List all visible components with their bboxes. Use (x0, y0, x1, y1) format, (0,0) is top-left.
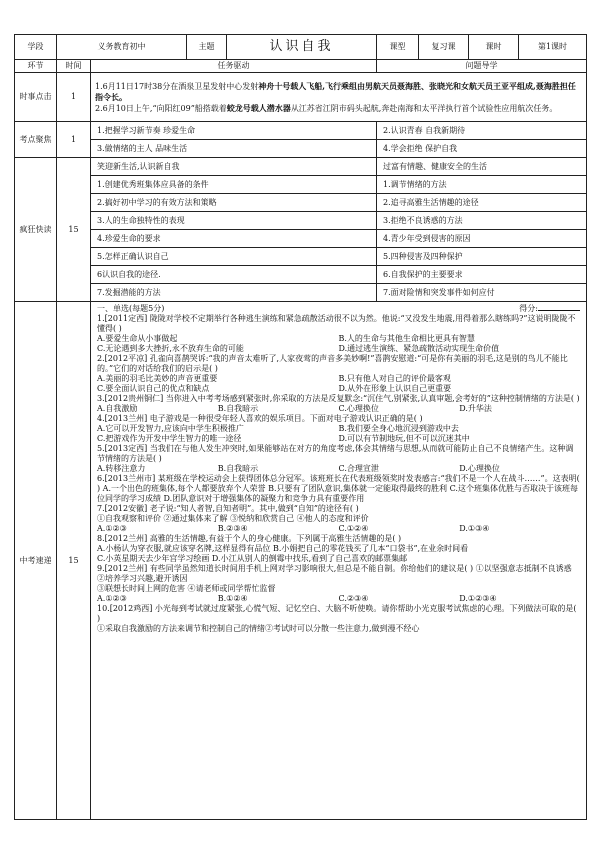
topic-label: 主题 (187, 35, 227, 60)
question-5: 5.[2013定西] 当我们在与他人发生冲突时,如果能够站在对方的角度考虑,体会其情绪与思想,从而就可能防止自己不良情绪产生。这种调节情绪的方法是( ) (97, 444, 574, 463)
read-title-row (15, 158, 587, 176)
question-3: 3.[2012贵州铜仁] 当你进入中考考场感到紧张时,你采取的方法是反复默念:“沉住气,别紧张,认真审题,会考好的”这种控制情绪的方法是( ) (97, 394, 580, 403)
question-options (97, 594, 580, 604)
question-7-statements: ①自我观察和评价 ②通过集体来了解 ③悦纳和欣赏自己 ④他人的态度和评价 (97, 514, 369, 523)
option: B.①②④ (217, 594, 248, 603)
read-col1-item: 3.人的生命独特性的表现 (91, 212, 377, 230)
option: B.人的生命与其他生命相比更具有智慧 (338, 334, 475, 343)
option: A.要爱生命从小事做起 (97, 334, 178, 343)
question-options (97, 384, 580, 394)
read-col1-item: 7.发掘潜能的方法 (91, 284, 377, 302)
question-options (97, 374, 580, 384)
question-7: 7.[2012安徽] 老子说:“知人者智,自知者明”。其中,做到“自知”的途径有( ) (97, 504, 359, 513)
option: C.要全面认识自己的优点和缺点 (97, 384, 210, 393)
option: A.①②③ (97, 594, 127, 603)
read-row (15, 248, 587, 266)
read-col2-item: 7.面对险情和突发事件如何应付 (377, 284, 587, 302)
question-8-options-line: C.小英星期天去少年宫学习绘画 D.小江从别人的倒霉中找乐,看到了自己喜欢的邮票集邮 (97, 554, 408, 563)
period-value: 第1课时 (519, 35, 587, 60)
option: D.①②③④ (459, 594, 497, 603)
read-row (15, 284, 587, 302)
question-9-statements: ③联想长时间上网的危害 ④请老师或同学帮忙监督 (97, 584, 276, 593)
option: C.心理换位 (338, 404, 379, 413)
question-options (97, 344, 580, 354)
option: D.心理换位 (459, 464, 500, 473)
option: C.合理宣泄 (338, 464, 379, 473)
option: D.①③④ (459, 524, 490, 533)
read-row (15, 230, 587, 248)
read-col2-item: 3.拒绝不良诱惑的方法 (377, 212, 587, 230)
read-row (15, 194, 587, 212)
question-2: 2.[2012平凉] 孔雀向喜鹊哭诉:“我的声音太难听了,人家夜莺的声音多美妙啊!”喜鹊安慰道:“可是你有美丽的羽毛,这是别的鸟儿不能比的。”它们的对话给我们的启示是( ) (97, 354, 568, 373)
focus-item: 4.学会拒绝 保护自我 (377, 140, 587, 158)
read-col2-item: 6.自我保护的主要要求 (377, 266, 587, 284)
read-col1-item: 1.创建优秀班集体应具备的条件 (91, 176, 377, 194)
question-4: 4.[2013兰州] 电子游戏是一种很受年轻人喜欢的娱乐项目。下面对电子游戏认识正确的是( ) (97, 414, 423, 423)
option: D.升华法 (459, 404, 492, 413)
exam-section-line (97, 304, 580, 314)
option: A.转移注意力 (97, 464, 146, 473)
option: C.①②④ (338, 524, 369, 533)
question-options (97, 424, 580, 434)
option: C.无论遇到多大挫折,永不放弃生命的可能 (97, 344, 244, 353)
question-1: 1.[2011定西] 陇陇对学校不定期举行各种逃生演练和紧急疏散活动很不以为然。他说:“又没发生地震,用得着那么瞎练吗?”这说明陇陇不懂得( ) (97, 314, 576, 333)
type-value: 复习课 (419, 35, 469, 60)
read-col1-item: 2.搞好初中学习的有效方法和策略 (91, 194, 377, 212)
lesson-plan-sheet (14, 34, 586, 839)
focus-row-2 (15, 140, 587, 158)
read-time: 15 (57, 158, 91, 302)
read-col1-item: 6认识自我的途径. (91, 266, 377, 284)
read-col2-item: 1.调节情绪的方法 (377, 176, 587, 194)
option: A.它可以开发智力,应该向中学生积极推广 (97, 424, 244, 433)
question-10-statements: ①采取自我激励的方法来调节和控制自己的情绪②考试时可以分散一些注意力,做到漫不经心 (97, 624, 420, 633)
option: D.从外在形象上认识自己更重要 (338, 384, 452, 393)
header-row (15, 35, 587, 60)
exam-time: 15 (57, 302, 91, 820)
option: B.②③④ (217, 524, 248, 533)
type-label: 课型 (377, 35, 419, 60)
period-label: 课时 (469, 35, 519, 60)
read-col2-item: 5.四种侵害及四种保护 (377, 248, 587, 266)
topic-value: 认识自我 (227, 35, 377, 60)
news-item2-bold: 蛟龙号载人潜水器 (226, 102, 291, 113)
stage-label: 学段 (15, 35, 57, 60)
stage-value: 义务教育初中 (57, 35, 187, 60)
news-time: 1 (57, 73, 91, 122)
news-item1-pre: 1.6月11日17时38分在酒泉卫星发射中心发射 (95, 81, 259, 91)
focus-label: 考点聚焦 (15, 122, 57, 158)
option: A.①②③ (97, 524, 127, 533)
question-6: 6.[2013兰州市] 某班级在学校运动会上获得团体总分冠军。该班班长在代表班级领奖时发表感言:“我们不是一个人在战斗……”。这表明( ) A.一个出色的班集体,每个人都要放弃个人荣誉 B.只要有了团队意识,集体就一定能取得最终的胜利 C.这个班集体优胜与否取决于该班每位同学的学习成绩 D.团队意识对于增强集体的凝聚力和竞争力具有重要作用 (97, 474, 580, 503)
read-col1-item: 5.怎样正确认识自己 (91, 248, 377, 266)
option: B.自我暗示 (217, 404, 259, 413)
exam-content (91, 302, 587, 820)
segment-header: 环节 (15, 60, 57, 73)
read-row (15, 266, 587, 284)
option: B.我们要全身心地沉浸到游戏中去 (338, 424, 459, 433)
guide-header: 问题导学 (377, 60, 587, 73)
option: D.可以有节制地玩,但不可以沉迷其中 (338, 434, 470, 443)
question-options (97, 434, 580, 444)
exam-label: 中考速递 (15, 302, 57, 820)
score-blank[interactable] (538, 310, 580, 311)
question-10: 10.[2012鸡西] 小光每到考试就过度紧张,心慌气短、记忆空白、大脑不听使唤。请你帮助小光克服考试焦虑的心理。下列做法可取的是( ) (97, 604, 577, 623)
read-label: 疯狂快读 (15, 158, 57, 302)
read-row (15, 212, 587, 230)
option: A.美丽的羽毛比美妙的声音更重要 (97, 374, 218, 383)
option: A.自我激励 (97, 404, 138, 413)
question-8-options-line: A.小杨认为穿衣服,就应该穿名牌,这样显得有品位 B.小娟把自己的零花钱买了几本“口袋书”,在业余时间看 (97, 544, 469, 553)
exam-row (15, 302, 587, 820)
focus-row-1 (15, 122, 587, 140)
question-options (97, 404, 580, 414)
option: D.通过逃生演练、紧急疏散活动实现生命价值 (338, 344, 500, 353)
focus-item: 3.做情绪的主人 品味生活 (91, 140, 377, 158)
time-header: 时间 (57, 60, 91, 73)
news-item2-post: 从江苏省江阴市码头起航,奔赴南海和太平洋执行首个试验性应用航次任务。 (290, 103, 558, 113)
focus-time: 1 (57, 122, 91, 158)
read-col1-title: 笑迎新生活,认识新自我 (91, 158, 377, 176)
subheader-row (15, 60, 587, 73)
read-col2-item: 2.追寻高雅生活情趣的途径 (377, 194, 587, 212)
question-9: 9.[2012兰州] 有些同学虽然知道长时间用手机上网对学习影响很大,但总是不能自制。你给他们的建议是( ) ①以坚强意志抵制不良诱惑 ②培养学习兴趣,避开诱因 (97, 564, 572, 583)
question-options (97, 464, 580, 474)
read-col1-item: 4.珍爱生命的要求 (91, 230, 377, 248)
option: C.②③④ (338, 594, 369, 603)
score-label: 得分: (519, 304, 538, 313)
question-8: 8.[2012兰州] 高雅的生活情趣,有益于个人的身心健康。下列属于高雅生活情趣的是( ) (97, 534, 402, 543)
focus-item: 2.认识青春 自我新期待 (377, 122, 587, 140)
score-field (519, 304, 580, 314)
read-col2-item: 4.青少年受到侵害的原因 (377, 230, 587, 248)
option: B.自我暗示 (217, 464, 259, 473)
option: C.把游戏作为开发中学生智力的唯一途径 (97, 434, 242, 443)
lesson-plan-table (14, 34, 587, 820)
news-content (91, 73, 587, 122)
option: B.只有他人对自己的评价最客观 (338, 374, 451, 383)
read-row (15, 176, 587, 194)
news-label: 时事点击 (15, 73, 57, 122)
read-col2-title: 过富有情趣、健康安全的生活 (377, 158, 587, 176)
question-options (97, 334, 580, 344)
focus-item: 1.把握学习新节奏 珍爱生命 (91, 122, 377, 140)
news-item1-bold: 神舟十号载人飞船,飞行乘组由男航天员聂海胜、张晓光和女航天员王亚平组成,聂海胜担任指令长。 (95, 80, 576, 102)
question-options (97, 524, 580, 534)
news-row (15, 73, 587, 122)
news-item2-pre: 2.6月10日上午,“向阳红09”船搭载着 (95, 103, 227, 113)
task-header: 任务驱动 (91, 60, 377, 73)
exam-section-title: 一、单选(每题5分) (97, 304, 165, 313)
